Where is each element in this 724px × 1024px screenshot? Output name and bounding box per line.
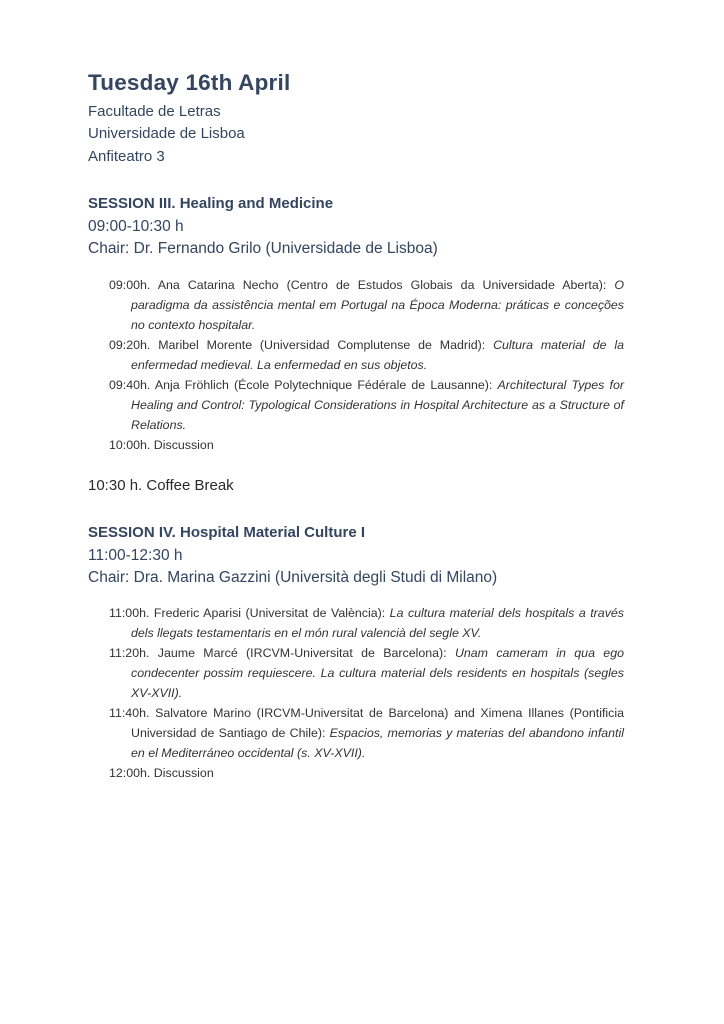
session-4-talk-list [109, 603, 624, 783]
talk-time: 12:00h. [109, 766, 151, 780]
talk-title: Cultura material de la enfermedad medieval. La enfermedad en sus objetos. [131, 338, 624, 372]
talk-item [109, 703, 624, 763]
talk-time: 09:20h. [109, 338, 151, 352]
talk-item [109, 375, 624, 435]
day-title: Tuesday 16th April [88, 70, 291, 95]
talk-title: Espacios, memorias y materias del abandono infantil en el Mediterráneo occidental (s. XV-XVII). [131, 726, 625, 760]
venue-university: Universidade de Lisboa [88, 125, 245, 142]
talk-time: 11:00h. [109, 606, 150, 620]
session-3-chair: Chair: Dr. Fernando Grilo (Universidade de Lisboa) [88, 240, 438, 257]
talk-time: 11:40h. [109, 706, 150, 720]
venue-faculty: Facultade de Letras [88, 103, 221, 120]
talk-item [109, 603, 624, 643]
talk-speaker: Frederic Aparisi (Universitat de València): [153, 606, 386, 620]
talk-speaker: Jaume Marcé (IRCVM-Universitat de Barcelona): [157, 646, 447, 660]
talk-item [109, 763, 624, 783]
talk-item [109, 643, 624, 703]
talk-time: 09:00h. [109, 278, 151, 292]
session-3-time: 09:00-10:30 h [88, 218, 184, 235]
session-3-title: SESSION III. Healing and Medicine [88, 195, 334, 212]
talk-title: Unam cameram in qua ego condecenter possim requiescere. La cultura material dels residents en hospitals (segles XV-XVII). [131, 646, 624, 700]
session-4-time: 11:00-12:30 h [88, 547, 183, 564]
talk-time: 10:00h. [109, 438, 151, 452]
session-3-talk-list [109, 275, 624, 455]
venue-room: Anfiteatro 3 [88, 148, 165, 165]
session-4-chair: Chair: Dra. Marina Gazzini (Università degli Studi di Milano) [88, 569, 498, 586]
talk-discussion: Discussion [153, 438, 214, 452]
talk-speaker: Maribel Morente (Universidad Complutense de Madrid): [158, 338, 486, 352]
talk-item [109, 335, 624, 375]
talk-speaker: Anja Fröhlich (École Polytechnique Fédérale de Lausanne): [154, 378, 493, 392]
talk-time: 11:20h. [109, 646, 150, 660]
talk-title: O paradigma da assistência mental em Portugal na Época Moderna: práticas e conceções no contexto hospitalar. [131, 278, 624, 332]
talk-speaker: Ana Catarina Necho (Centro de Estudos Globais da Universidade Aberta): [157, 278, 607, 292]
talk-title: Architectural Types for Healing and Control: Typological Considerations in Hospital Architecture as a Structure of Relations. [131, 378, 624, 432]
session-4-title: SESSION IV. Hospital Material Culture I [88, 524, 366, 541]
talk-item [109, 275, 624, 335]
talk-time: 09:40h. [109, 378, 151, 392]
talk-title: La cultura material dels hospitals a través dels llegats testamentaris en el món rural valencià del segle XV. [131, 606, 624, 640]
talk-item [109, 435, 624, 455]
coffee-break: 10:30 h. Coffee Break [88, 477, 234, 494]
talk-speaker: Salvatore Marino (IRCVM-Universitat de Barcelona) and Ximena Illanes (Pontificia Universidad de Santiago de Chile): [131, 706, 624, 740]
talk-discussion: Discussion [153, 766, 214, 780]
